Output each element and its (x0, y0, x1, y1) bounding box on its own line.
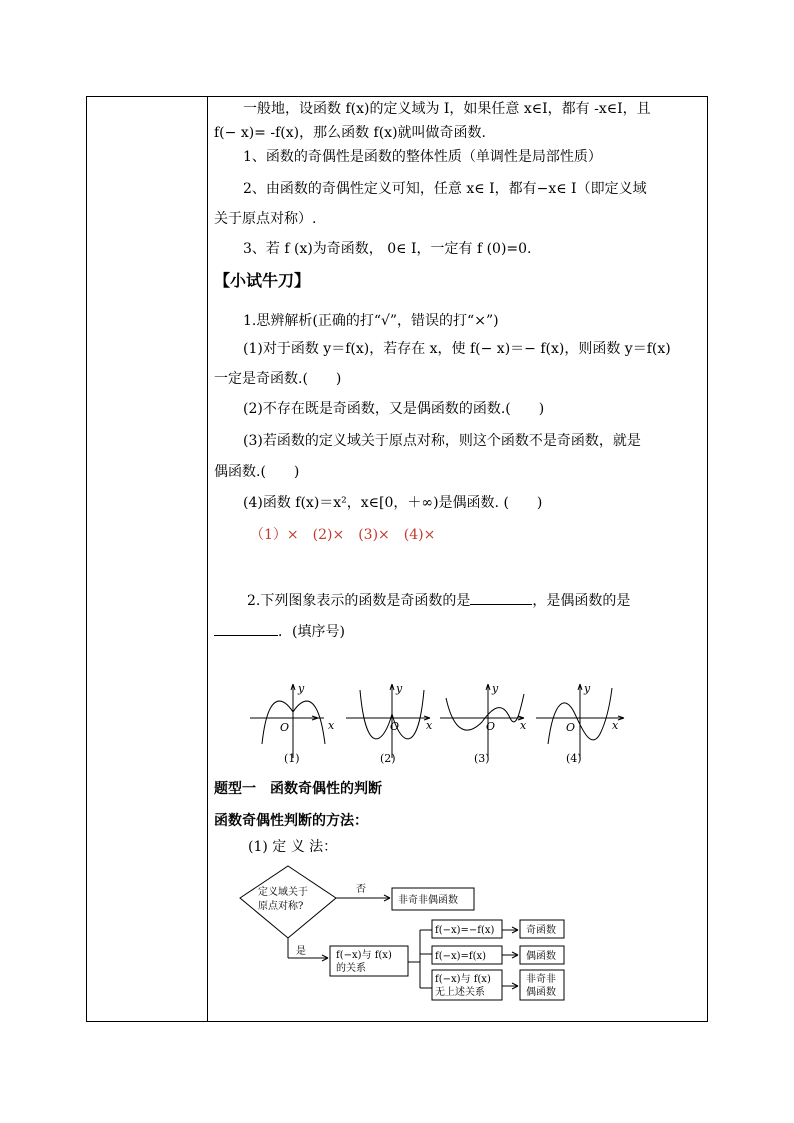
graph-1-x-label: x (328, 719, 335, 732)
note-2-line-2: 关于原点对称）. (214, 211, 317, 227)
neither-result-text-2: 偶函数 (526, 987, 556, 998)
note-1: 1、函数的奇偶性是函数的整体性质（单调性是局部性质） (243, 149, 602, 165)
no-relation-text-1: f(−x)与 f(x) (435, 974, 491, 985)
section-trial-title: 【小试牛刀】 (214, 271, 311, 290)
q1-s1-line-2: 一定是奇函数.( ) (214, 371, 342, 387)
graph-2-x-label: x (426, 719, 433, 732)
decision-text-1: 定义域关于 (258, 887, 308, 898)
neither-result-text-1: 非奇非 (526, 974, 556, 985)
definition-line-2: f(− x)= -f(x)，那么函数 f(x)就叫做奇函数. (214, 125, 486, 141)
q2-text-a: 2.下列图象表示的函数是奇函数的是 (247, 593, 471, 609)
q1-s2: (2)不存在既是奇函数，又是偶函数的函数.( ) (243, 401, 545, 417)
graph-3-x-label: x (520, 719, 527, 732)
graph-3 (440, 684, 524, 758)
odd-result-text: 奇函数 (526, 925, 556, 936)
type1-title: 题型一 函数奇偶性的判断 (214, 781, 382, 797)
definition-line-1: 一般地，设函数 f(x)的定义域为 I，如果任意 x∈I，都有 -x∈I，且 (243, 101, 651, 117)
no-relation-text-2: 无上述关系 (435, 987, 485, 998)
graph-1-y-label: y (298, 682, 305, 695)
graph-4-origin: O (566, 721, 576, 734)
note-2-line-1: 2、由函数的奇偶性定义可知，任意 x∈ I，都有−x∈ I（即定义域 (243, 181, 647, 197)
method-title: 函数奇偶性判断的方法： (214, 813, 368, 829)
graph-4-y-label: y (584, 682, 591, 695)
even-result-text: 偶函数 (526, 951, 556, 962)
graph-2-y-label: y (396, 682, 403, 695)
graph-3-label: (3) (474, 752, 490, 765)
q1-s3-line-2: 偶函数.( ) (214, 464, 300, 480)
q2-text-b: ，是偶函数的是 (532, 593, 631, 609)
q1-title: 1.思辨解析(正确的打“√”，错误的打“×”) (243, 313, 499, 329)
answer-blank-odd[interactable] (470, 590, 532, 605)
graph-3-y-label: y (492, 682, 499, 695)
q2-line-2 (214, 621, 345, 641)
graph-3-origin: O (486, 720, 496, 733)
graph-1-label: (1) (284, 752, 300, 765)
q1-s1-line-1: (1)对于函数 y＝f(x)，若存在 x，使 f(− x)＝− f(x)，则函数 y＝f(x) (243, 341, 671, 357)
graph-4-label: (4) (566, 752, 582, 765)
q2-text-c: ．(填序号) (278, 624, 345, 640)
function-graphs (240, 678, 640, 770)
q1-s4: (4)函数 f(x)＝x²，x∈[0，＋∞)是偶函数. ( ) (243, 495, 543, 511)
note-3: 3、若 f (x)为奇函数， 0∈ I，一定有 f (0)=0. (243, 241, 532, 257)
relation-text-2: 的关系 (336, 963, 366, 974)
graph-4 (536, 684, 624, 758)
no-label: 否 (356, 884, 366, 895)
definition-method: (1) 定 义 法： (248, 839, 338, 855)
graph-1-origin: O (280, 721, 290, 734)
flowchart (236, 862, 576, 1006)
relation-text-1: f(−x)与 f(x) (336, 950, 392, 961)
column-divider (207, 96, 208, 1022)
graph-2 (346, 684, 430, 758)
q1-answers: （1）× (2)× (3)× (4)× (250, 527, 436, 543)
not-odd-even-text: 非奇非偶函数 (398, 895, 458, 906)
graph-4-x-label: x (612, 719, 619, 732)
answer-blank-even[interactable] (214, 621, 278, 636)
graph-2-label: (2) (380, 752, 396, 765)
graph-2-origin: O (390, 720, 400, 733)
even-condition-text: f(−x)=f(x) (435, 951, 487, 962)
q1-s3-line-1: (3)若函数的定义域关于原点对称，则这个函数不是奇函数，就是 (243, 433, 641, 449)
yes-label: 是 (296, 946, 306, 957)
decision-text-2: 原点对称? (258, 901, 304, 912)
odd-condition-text: f(−x)=−f(x) (435, 925, 495, 936)
q2-line-1 (247, 590, 630, 610)
